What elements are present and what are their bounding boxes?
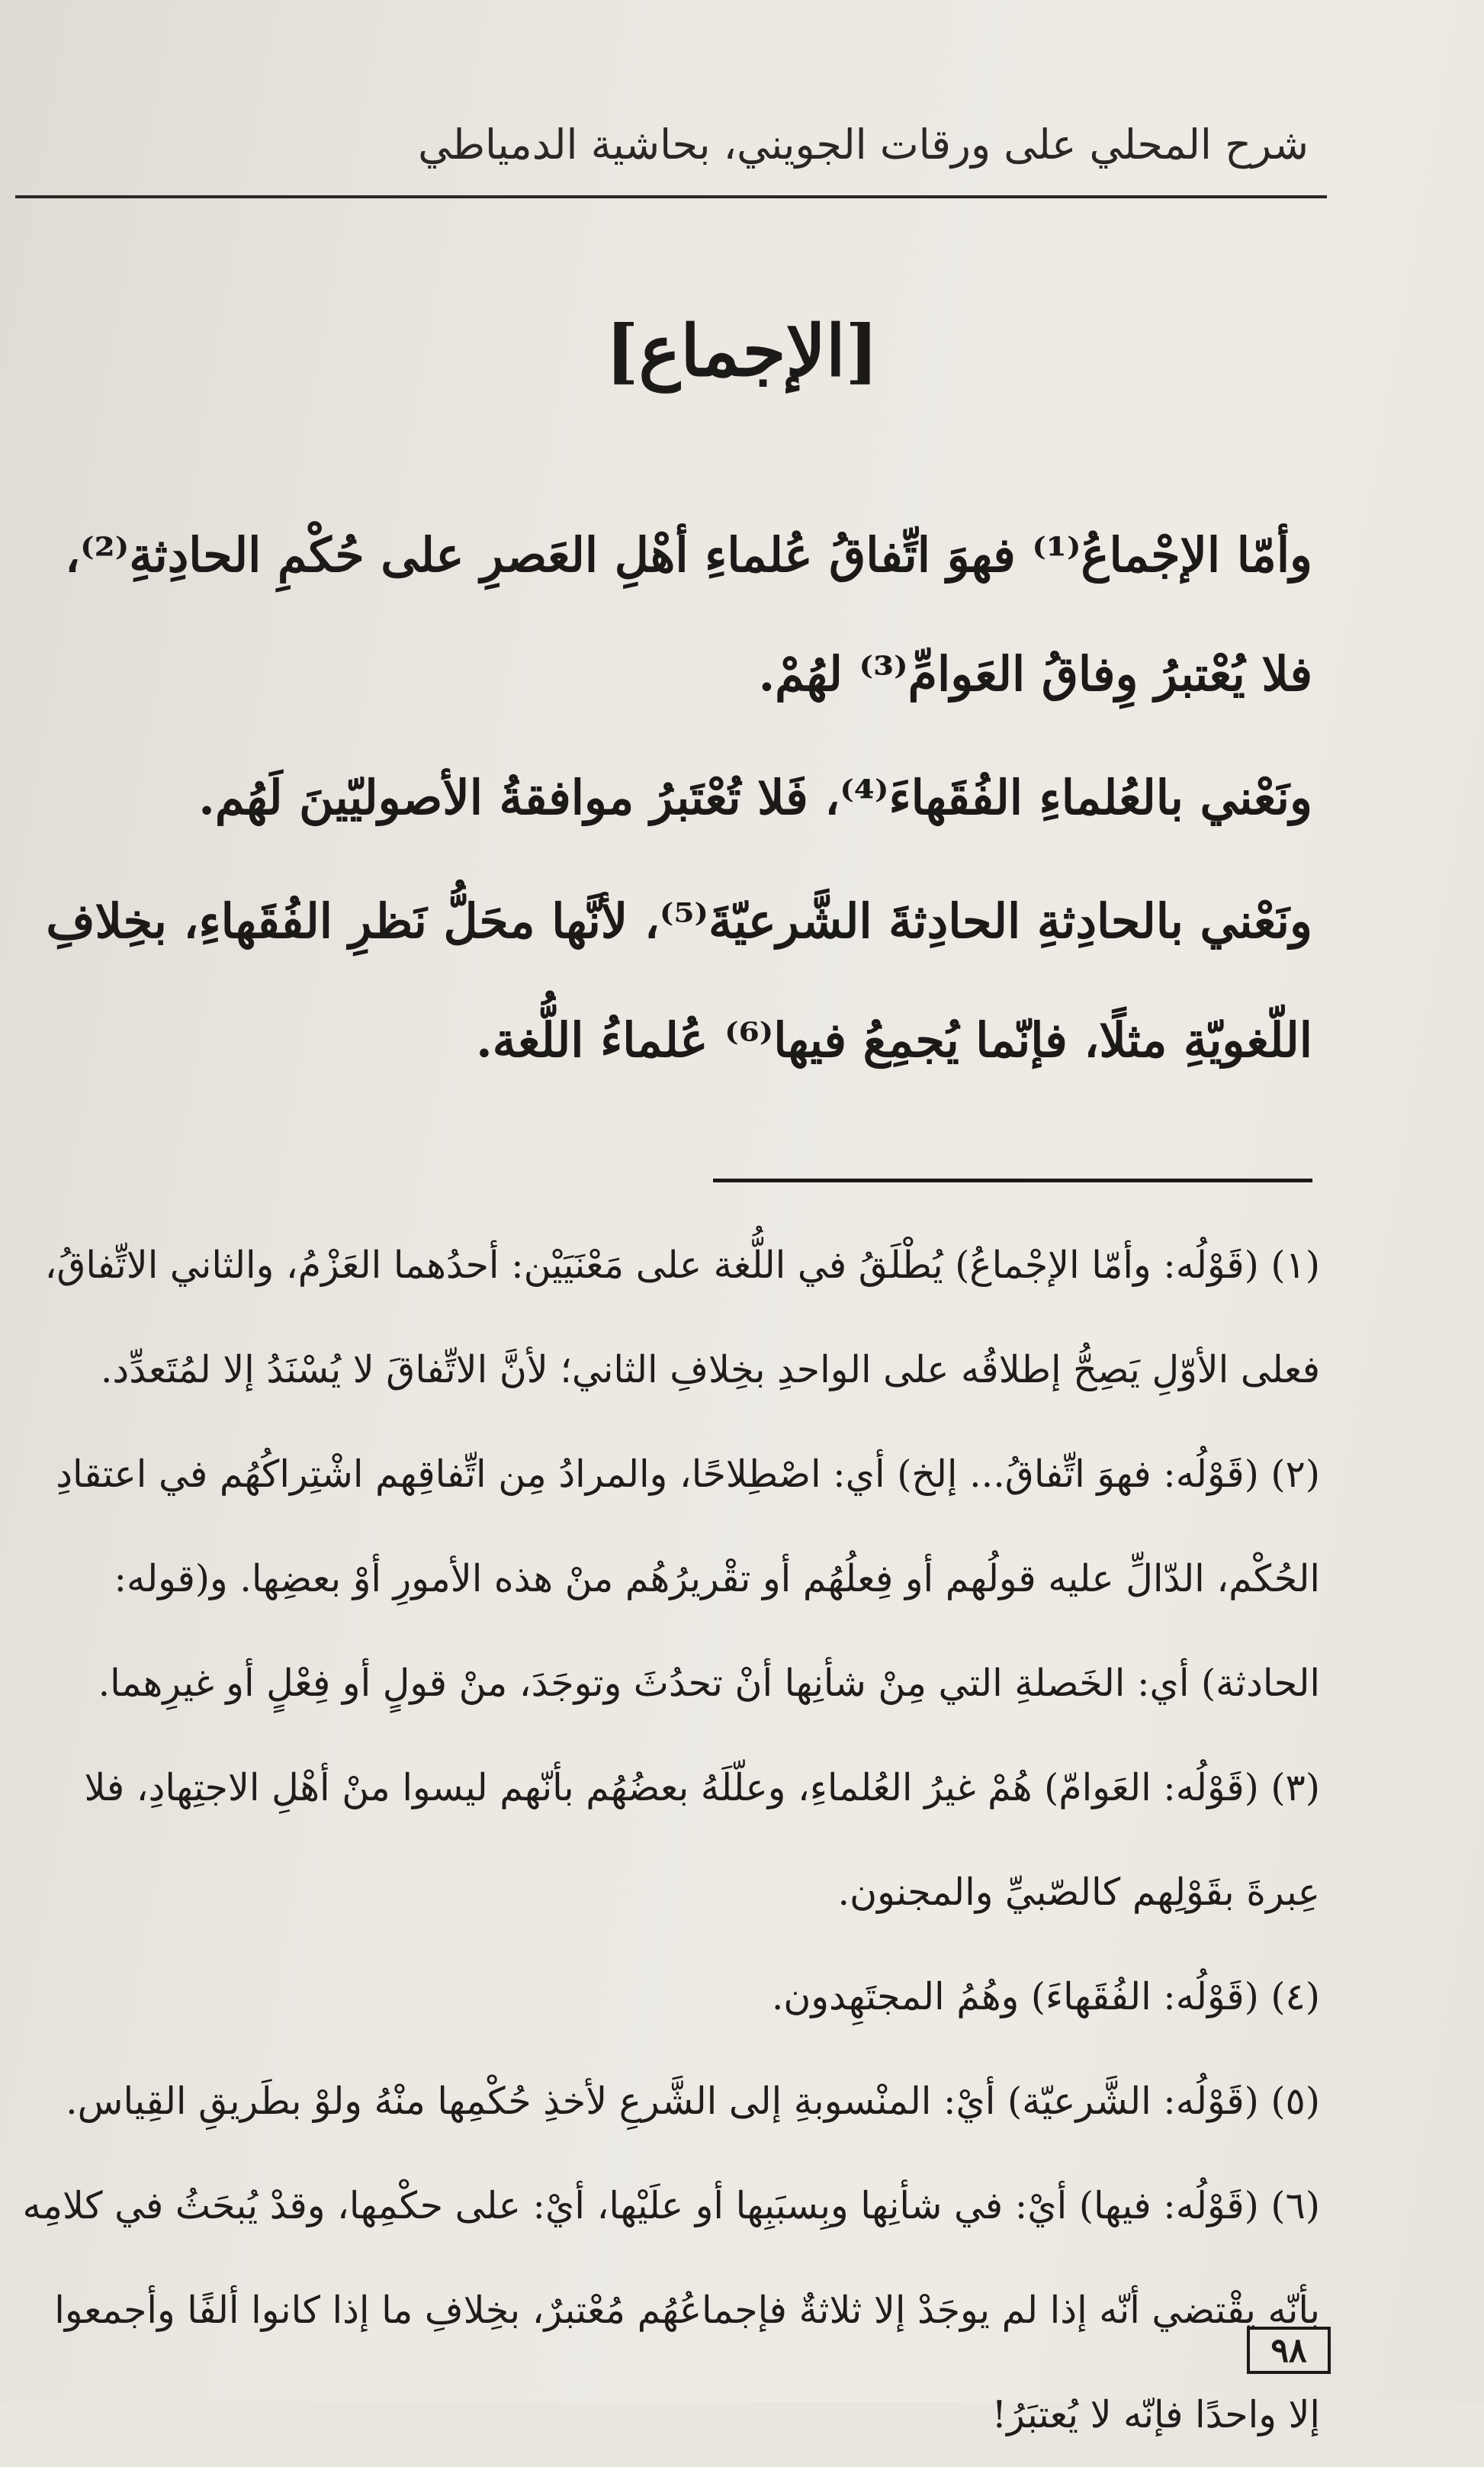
body-paragraph-2: ونَعْني بالعُلماءِ الفُقَهاءَ⁽⁴⁾، فَلا تُعْتَبرُ موافقةُ الأصوليّينَ لَهُم. bbox=[198, 770, 1312, 825]
header-rule bbox=[15, 195, 1327, 198]
footnote-number: (٥) bbox=[1270, 2079, 1320, 2123]
body-paragraph-1: وأمّا الإجْماعُ⁽¹⁾ فهوَ اتِّفاقُ عُلماءِ أهْلِ العَصرِ على حُكْمِ الحادِثةِ⁽²⁾، فلا يُعْتبرُ وِفاقُ العَوامِّ⁽³⁾ لهُمْ. bbox=[65, 527, 1312, 702]
footnote-5 bbox=[16, 2049, 1320, 2153]
footnote-1 bbox=[16, 1213, 1320, 1422]
footnote-text: (قَوْلُه: وأمّا الإجْماعُ) يُطْلَقُ في اللُّغة على مَعْنَيَيْن: أحدُهما العَزْمُ، والثاني الاتِّفاقُ، فعلى الأوّلِ يَصِحُّ إطلاقُه على الواحدِ بخِلافِ الثاني؛ لأنَّ الاتِّفاقَ لا يُسْنَدُ إلا لمُتَعدِّد. bbox=[44, 1243, 1320, 1391]
footnote-text: (قَوْلُه: العَوامّ) هُمْ غيرُ العُلماءِ، وعلّلَهُ بعضُهُم بأنّهم ليسوا منْ أهْلِ الاجتِهادِ، فلا عِبرةَ بقَوْلِهم كالصّبيِّ والمجنون. bbox=[84, 1766, 1320, 1914]
footnote-text: (قَوْلُه: فهوَ اتِّفاقُ... إلخ) أي: اصْطِلاحًا، والمرادُ مِن اتِّفاقِهم اشْتِراكُهُم في اعتقادِ الحُكْم، الدّالِّ عليه قولُهم أو فِعلُهُم أو تقْريرُهُم منْ هذه الأمورِ أوْ بعضِها. و(قوله: الحادثة) أي: الخَصلةِ التي مِنْ شأنِها أنْ تحدُثَ وتوجَدَ، منْ قولٍ أو فِعْلٍ أو غيرِهما. bbox=[56, 1452, 1320, 1705]
footnote-number: (٢) bbox=[1270, 1452, 1320, 1496]
footnote-text: (قَوْلُه: فيها) أيْ: في شأنِها وبِسبَبِها أو علَيْها، أيْ: على حكْمِها، وقدْ يُبحَثُ في كلامِه بأنّه يقْتضي أنّه إذا لم يوجَدْ إلا ثلاثةٌ فإجماعُهُم مُعْتبرٌ، بخِلافِ ما إذا كانوا ألفًا وأجمعوا إلا واحدًا فإنّه لا يُعتبَرُ! bbox=[22, 2184, 1320, 2436]
footnote-text: (قَوْلُه: الفُقَهاءَ) وهُمُ المجتَهِدون. bbox=[771, 1975, 1259, 2018]
body-paragraph-3: ونَعْني بالحادِثةِ الحادِثةَ الشَّرعيّةَ⁽⁵⁾، لأنَّها محَلُّ نَظرِ الفُقَهاءِ، بخِلافِ اللّغويّةِ مثلًا، فإنّما يُجمِعُ فيها⁽⁶⁾ عُلماءُ اللُّغة. bbox=[46, 893, 1312, 1068]
footnote-text: (قَوْلُه: الشَّرعيّة) أيْ: المنْسوبةِ إلى الشَّرعِ لأخذِ حُكْمِها منْهُ ولوْ بطَريقِ القِياس. bbox=[66, 2079, 1259, 2123]
footnote-2 bbox=[16, 1422, 1320, 1735]
footnote-separator bbox=[713, 1179, 1312, 1182]
footnote-number: (١) bbox=[1270, 1243, 1320, 1287]
chapter-title: [الإجماع] bbox=[605, 310, 879, 392]
footnote-6 bbox=[16, 2153, 1320, 2467]
footnote-number: (٦) bbox=[1270, 2184, 1320, 2227]
footnote-number: (٣) bbox=[1270, 1766, 1320, 1809]
footnote-3 bbox=[16, 1735, 1320, 1944]
footnote-number: (٤) bbox=[1270, 1975, 1320, 2018]
main-text bbox=[16, 496, 1312, 1100]
page-number: ٩٨ bbox=[1247, 2327, 1331, 2374]
footnote-4 bbox=[16, 1944, 1320, 2049]
footnotes bbox=[16, 1213, 1320, 2467]
running-header: شرح المحلي على ورقات الجويني، بحاشية الدمياطي bbox=[418, 121, 1309, 169]
